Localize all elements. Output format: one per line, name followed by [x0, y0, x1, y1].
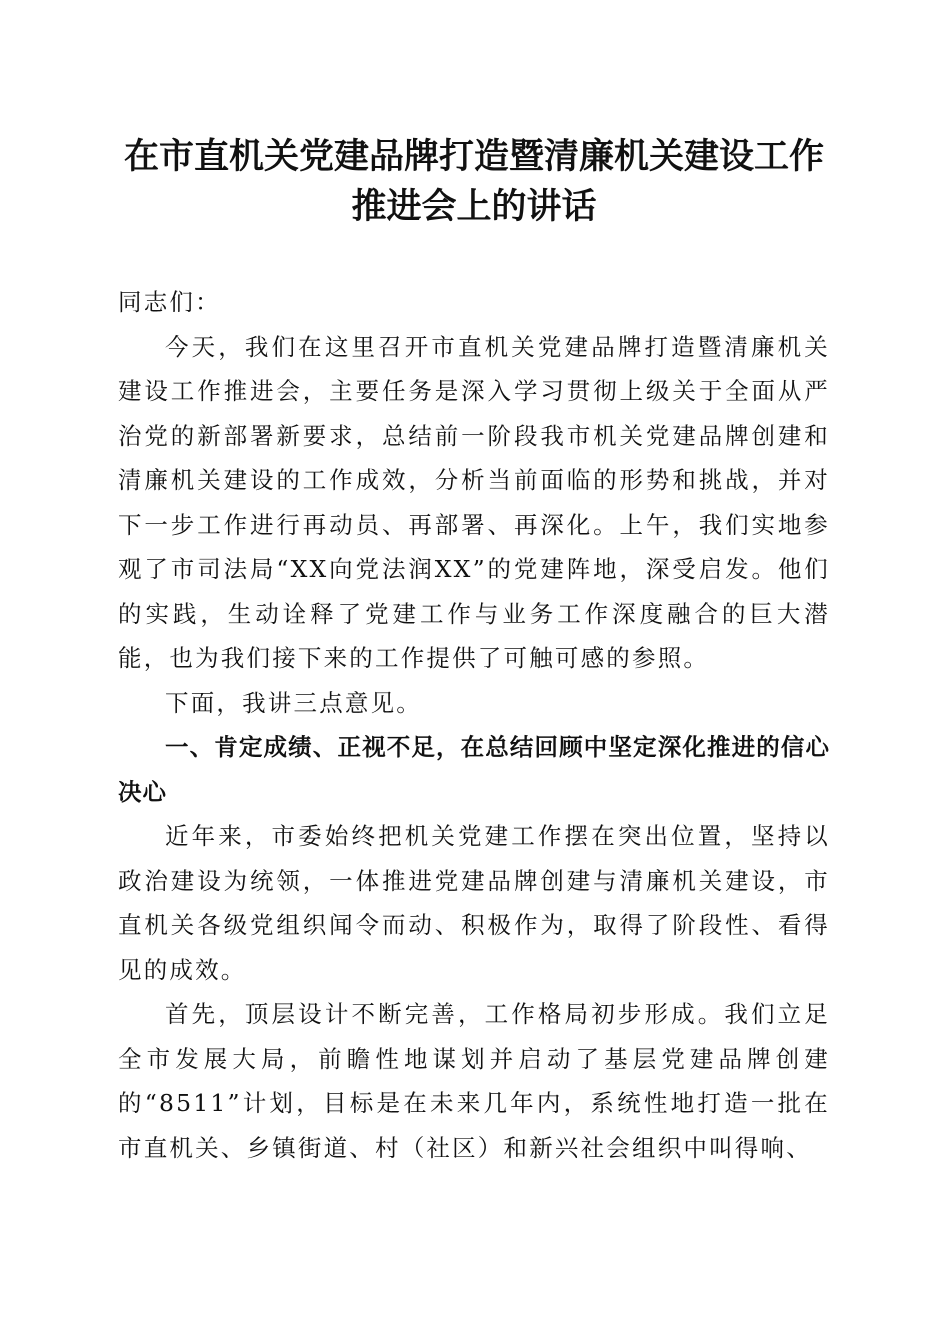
- salutation: 同志们：: [118, 288, 221, 316]
- document-title: [118, 132, 830, 232]
- paragraph-opening: 今天，我们在这里召开市直机关党建品牌打造暨清廉机关建设工作推进会，主要任务是深入学习贯彻上级关于全面从严治党的新部署新要求，总结前一阶段我市机关党建品牌创建和清廉机关建设的工作成效，分析当前面临的形势和挑战，并对下一步工作进行再动员、再部署、再深化。上午，我们实地参观了市司法局“XX向党法润XX”的党建阵地，深受启发。他们的实践，生动诠释了党建工作与业务工作深度融合的巨大潜能，也为我们接下来的工作提供了可触可感的参照。: [118, 332, 830, 672]
- title-line-1: 在市直机关党建品牌打造暨清廉机关建设工作: [123, 136, 824, 177]
- paragraph-achievements: 近年来，市委始终把机关党建工作摆在突出位置，坚持以政治建设为统领，一体推进党建品牌创建与清廉机关建设，市直机关各级党组织闻令而动、积极作为，取得了阶段性、看得见的成效。: [118, 822, 830, 984]
- section-heading-1: 一、肯定成绩、正视不足，在总结回顾中坚定深化推进的信心决心: [118, 733, 830, 806]
- title-line-2: 推进会上的讲话: [351, 186, 597, 227]
- document-page: [118, 132, 830, 1170]
- paragraph-transition: 下面，我讲三点意见。: [165, 688, 422, 717]
- paragraph-first-point: 首先，顶层设计不断完善，工作格局初步形成。我们立足全市发展大局，前瞻性地谋划并启动了基层党建品牌创建的“8511”计划，目标是在未来几年内，系统性地打造一批在市直机关、乡镇街道、村（社区）和新兴社会组织中叫得响、: [118, 1000, 830, 1162]
